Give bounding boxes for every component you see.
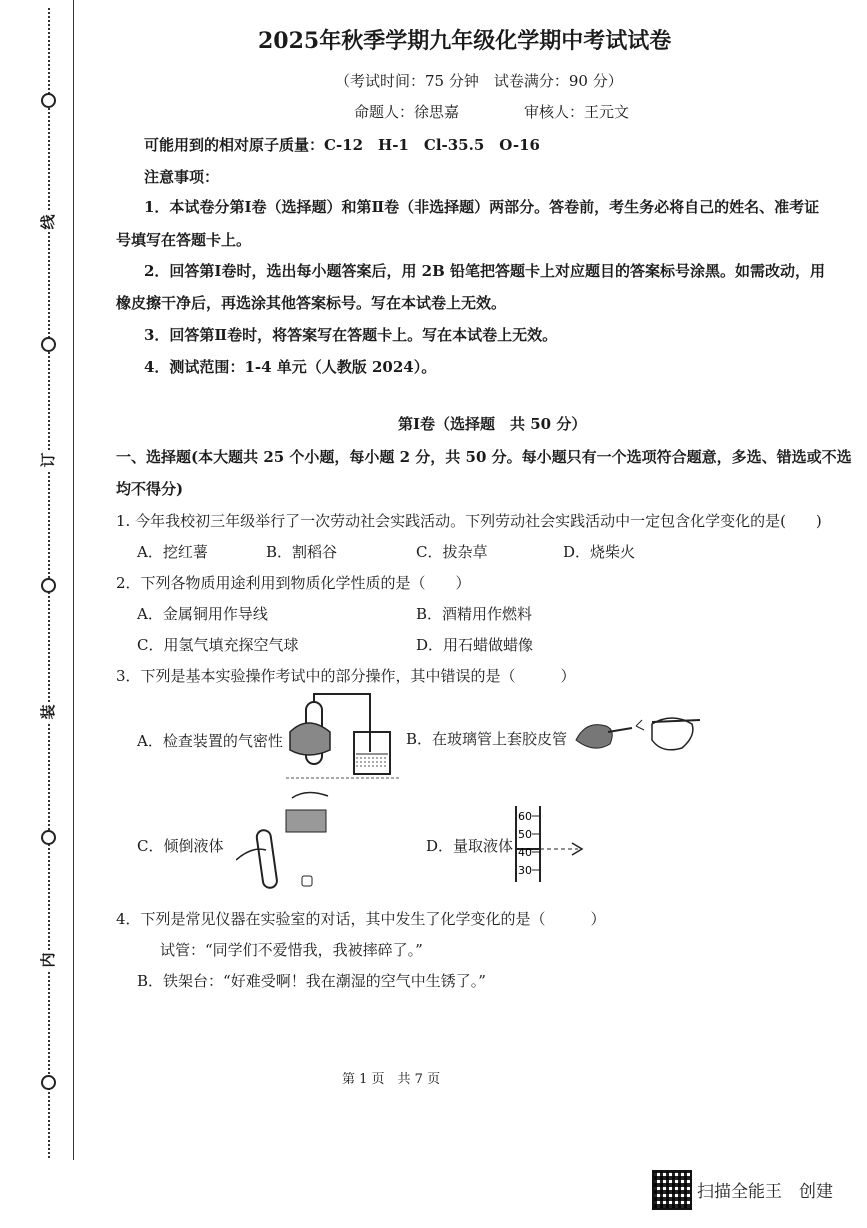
cylinder-tick: 30 [518,864,532,877]
option: 试管：“同学们不爱惜我，我被摔碎了。” [160,941,423,959]
binding-circle [41,337,56,352]
cylinder-tick: 40 [518,846,532,859]
qr-code [652,1170,692,1210]
binding-circle [41,93,56,108]
option: C．倾倒液体 [137,837,224,855]
exam-title: 2025年秋季学期九年级化学期中考试试卷 [258,28,672,54]
question-stem: 1. 今年我校初三年级举行了一次劳动社会实践活动。下列劳动社会实践活动中一定包含化学变化的是( ) [116,512,822,530]
note-line: 4．测试范围：1-4 单元（人教版 2024）。 [144,358,437,376]
question-stem: 4．下列是常见仪器在实验室的对话，其中发生了化学变化的是（ ） [116,910,606,928]
cylinder-tick: 50 [518,828,532,841]
binding-circle [41,830,56,845]
binding-circle [41,578,56,593]
note-line: 号填写在答题卡上。 [116,231,252,249]
notes-heading: 注意事项： [144,168,220,186]
binding-char-nei: 内 [38,950,58,970]
atomic-masses: 可能用到的相对原子质量：C-12 H-1 Cl-35.5 O-16 [144,136,540,154]
question-setter: 命题人：徐思嘉 [354,103,460,121]
option: A．金属铜用作导线 [137,605,268,623]
option: C．拔杂草 [416,543,488,561]
airtightness-apparatus-illustration [286,692,401,782]
option: D．用石蜡做蜡像 [416,636,534,654]
option: D．烧柴火 [563,543,636,561]
option: B．割稻谷 [266,543,338,561]
option: A．挖红薯 [137,543,208,561]
option: B．酒精用作燃料 [416,605,533,623]
section-instructions: 均不得分) [116,480,184,498]
note-line: 2．回答第Ⅰ卷时，选出每小题答案后，用 2B 铅笔把答题卡上对应题目的答案标号涂黑。如需改动，用 [144,262,826,280]
note-line: 1．本试卷分第Ⅰ卷（选择题）和第Ⅱ卷（非选择题）两部分。答卷前，考生务必将自己的姓名、准考证 [144,198,820,216]
option: C．用氢气填充探空气球 [137,636,299,654]
binding-char-xian: 线 [38,212,58,232]
note-line: 橡皮擦干净后，再选涂其他答案标号。写在本试卷上无效。 [116,294,507,312]
tube-rubber-hose-illustration [572,710,702,758]
pouring-liquid-illustration [236,790,346,895]
binding-solid-line [73,0,74,1160]
question-stem: 3．下列是基本实验操作考试中的部分操作，其中错误的是（ ） [116,667,576,685]
option: A．检查装置的气密性 [137,732,283,750]
question-stem: 2．下列各物质用途利用到物质化学性质的是（ ） [116,574,471,592]
scanner-watermark: 扫描全能王 创建 [697,1182,833,1202]
exam-info: （考试时间：75 分钟 试卷满分：90 分） [335,72,623,90]
cylinder-tick: 60 [518,810,532,823]
binding-circle [41,1075,56,1090]
graduated-cylinder-illustration [512,806,592,884]
option: B．在玻璃管上套胶皮管 [406,730,568,748]
binding-char-ding: 订 [38,450,58,470]
section-heading: 第Ⅰ卷（选择题 共 50 分） [398,415,587,433]
section-instructions: 一、选择题(本大题共 25 个小题，每小题 2 分，共 50 分。每小题只有一个选项符合题意，多选、错选或不选 [116,448,852,466]
binding-char-zhuang: 装 [38,702,58,722]
binding-margin [0,0,80,1228]
question-reviewer: 审核人：王元文 [524,103,630,121]
option: B．铁架台：“好难受啊！我在潮湿的空气中生锈了。” [137,972,486,990]
page-number: 第 1 页 共 7 页 [342,1072,441,1087]
option: D．量取液体 [426,837,514,855]
note-line: 3．回答第Ⅱ卷时，将答案写在答题卡上。写在本试卷上无效。 [144,326,558,344]
